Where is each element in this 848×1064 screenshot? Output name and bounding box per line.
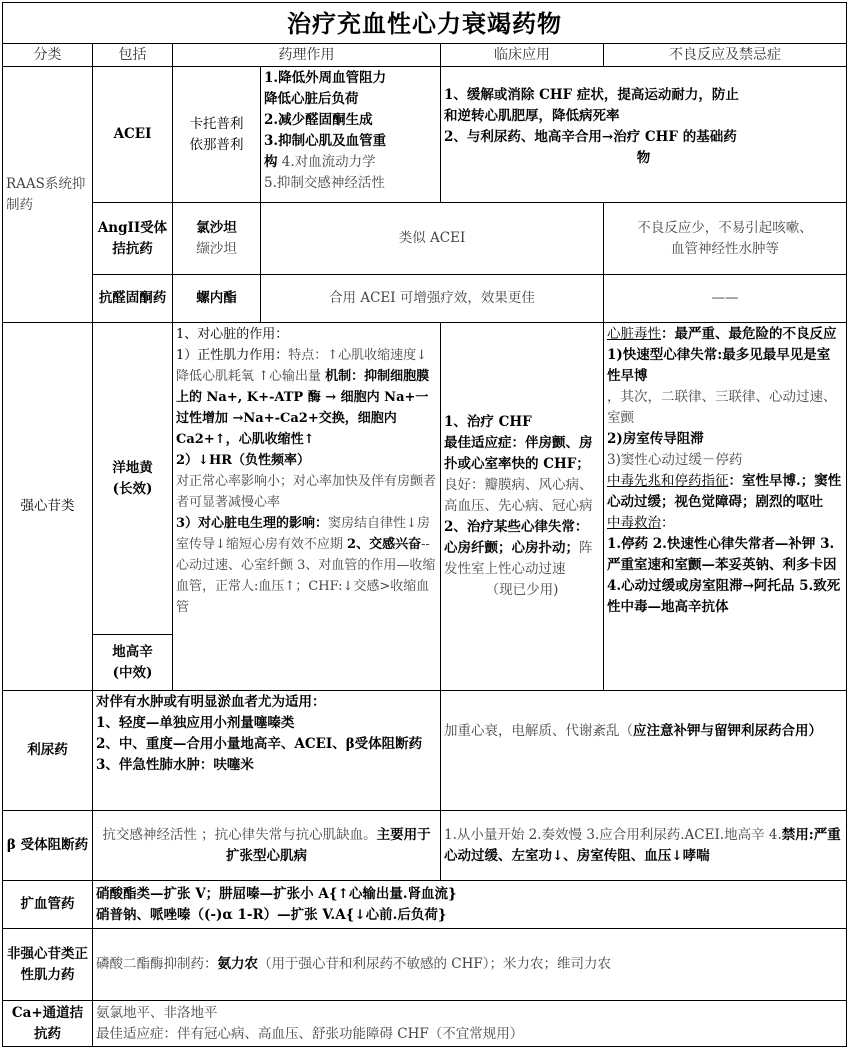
cardiac-drug1: 洋地黄 (长效) xyxy=(93,323,173,635)
vaso-text: 硝酸酯类—扩张 V；肼屈嗪—扩张小 A{↑心输出量.肾血流} 硝普钠、哌唑嗪（(-)α 1-R）—扩张 V.A{↓心前.后负荷} xyxy=(93,881,847,929)
diuretic-adverse: 加重心衰，电解质、代谢紊乱（应注意补钾与留钾利尿药合用） xyxy=(441,691,847,811)
acei-pharma: 1.降低外周血管阻力 降低心脏后负荷 2.减少醛固酮生成 3.抑制心肌及血管重 构 4.对血流动力学 5.抑制交感神经活性 xyxy=(261,67,441,203)
raas-category: RAAS系统抑制药 xyxy=(3,67,93,323)
header-pharmacology: 药理作用 xyxy=(173,44,441,67)
noncard-text: 磷酸二酯酶抑制药：氨力农（用于强心苷和利尿药不敏感的 CHF）；米力农；维司力农 xyxy=(93,929,847,1001)
beta-category: β 受体阻断药 xyxy=(3,811,93,881)
aldo-drug: 螺内酯 xyxy=(173,275,261,323)
ca-category: Ca+通道拮抗药 xyxy=(3,1001,93,1047)
diuretic-pharma: 对伴有水肿或有明显淤血者尤为适用： 1、轻度—单独应用小剂量噻嗪类 2、中、重度—合用小量地高辛、ACEI、β受体阻断药 3、伴急性肺水肿：呋噻米 xyxy=(93,691,441,811)
vaso-category: 扩血管药 xyxy=(3,881,93,929)
page-title: 治疗充血性心力衰竭药物 xyxy=(3,3,847,44)
aldo-pharma: 合用 ACEI 可增强疗效，效果更佳 xyxy=(261,275,604,323)
ang-adverse: 不良反应少，不易引起咳嗽、 血管神经性水肿等 xyxy=(604,203,847,275)
acei-drugs: 卡托普利 依那普利 xyxy=(173,67,261,203)
beta-pharma: 抗交感神经活性 ；抗心律失常与抗心肌缺血。主要用于扩张型心肌病 xyxy=(93,811,441,881)
aldo-sub: 抗醛固酮药 xyxy=(93,275,173,323)
acei-sub: ACEI xyxy=(93,67,173,203)
header-adverse: 不良反应及禁忌症 xyxy=(604,44,847,67)
ang-drugs: 氯沙坦 缬沙坦 xyxy=(173,203,261,275)
acei-clinical: 1、缓解或消除 CHF 症状，提高运动耐力，防止 和逆转心肌肥厚，降低病死率 2、与利尿药、地高辛合用→治疗 CHF 的基础药 物 xyxy=(441,67,847,203)
ca-text: 氨氯地平、非洛地平 最佳适应症：伴有冠心病、高血压、舒张功能障碍 CHF（不宜常规用） xyxy=(93,1001,847,1047)
header-category: 分类 xyxy=(3,44,93,67)
header-includes: 包括 xyxy=(93,44,173,67)
diuretic-category: 利尿药 xyxy=(3,691,93,811)
cardiac-adverse: 心脏毒性：最严重、最危险的不良反应 1)快速型心律失常:最多见最早见是室性早博 ，其次，二联律、三联律、心动过速、室颤 2)房室传导阻滞 3)窦性心动过缓－停药 中毒先兆和停药指征：室性早博.；窦性心动过缓；视色觉障碍；剧烈的呕吐 中毒救治： 1.停药 2.快速性心律失常者—补钾 3.严重室速和室颤—苯妥英钠、利多卡因 4.心动过缓或房室阻滞→阿托品 5.致死性中毒—地高辛抗体 xyxy=(604,323,847,691)
ang-sub: AngII受体拮抗药 xyxy=(93,203,173,275)
cardiac-category: 强心苷类 xyxy=(3,323,93,691)
header-clinical: 临床应用 xyxy=(441,44,604,67)
drug-table xyxy=(2,2,847,1047)
cardiac-clinical: 1、治疗 CHF 最佳适应症：伴房颤、房扑或心室率快的 CHF； 良好：瓣膜病、风心病、高血压、先心病、冠心病 2、治疗某些心律失常：心房纤颤；心房扑动；阵发性室上性心动过速 （现已少用) xyxy=(441,323,604,691)
noncard-category: 非强心苷类正性肌力药 xyxy=(3,929,93,1001)
cardiac-pharma: 1、对心脏的作用： 1）正性肌力作用：特点：↑心肌收缩速度↓降低心肌耗氧 ↑心输出量 机制：抑制细胞膜上的 Na+, K+-ATP 酶 → 细胞内 Na+一过性增加 →Na+-Ca2+交换，细胞内 Ca2+↑，心肌收缩性↑ 2）↓HR（负性频率） 对正常心率影响小；对心率加快及伴有房颤者者可显著减慢心率 3）对心脏电生理的影响：窦房结自律性↓房室传导↓缩短心房有效不应期 2、交感兴奋--心动过速、心室纤颤 3、对血管的作用—收缩血管，正常人:血压↑；CHF:↓交感>收缩血管 xyxy=(173,323,441,691)
ang-pharma: 类似 ACEI xyxy=(261,203,604,275)
beta-adverse: 1.从小量开始 2.奏效慢 3.应合用利尿药.ACEI.地高辛 4.禁用:严重心动过缓、左室功↓、房室传阻、血压↓哮喘 xyxy=(441,811,847,881)
cardiac-drug2: 地高辛 (中效) xyxy=(93,635,173,691)
aldo-adverse: —— xyxy=(604,275,847,323)
